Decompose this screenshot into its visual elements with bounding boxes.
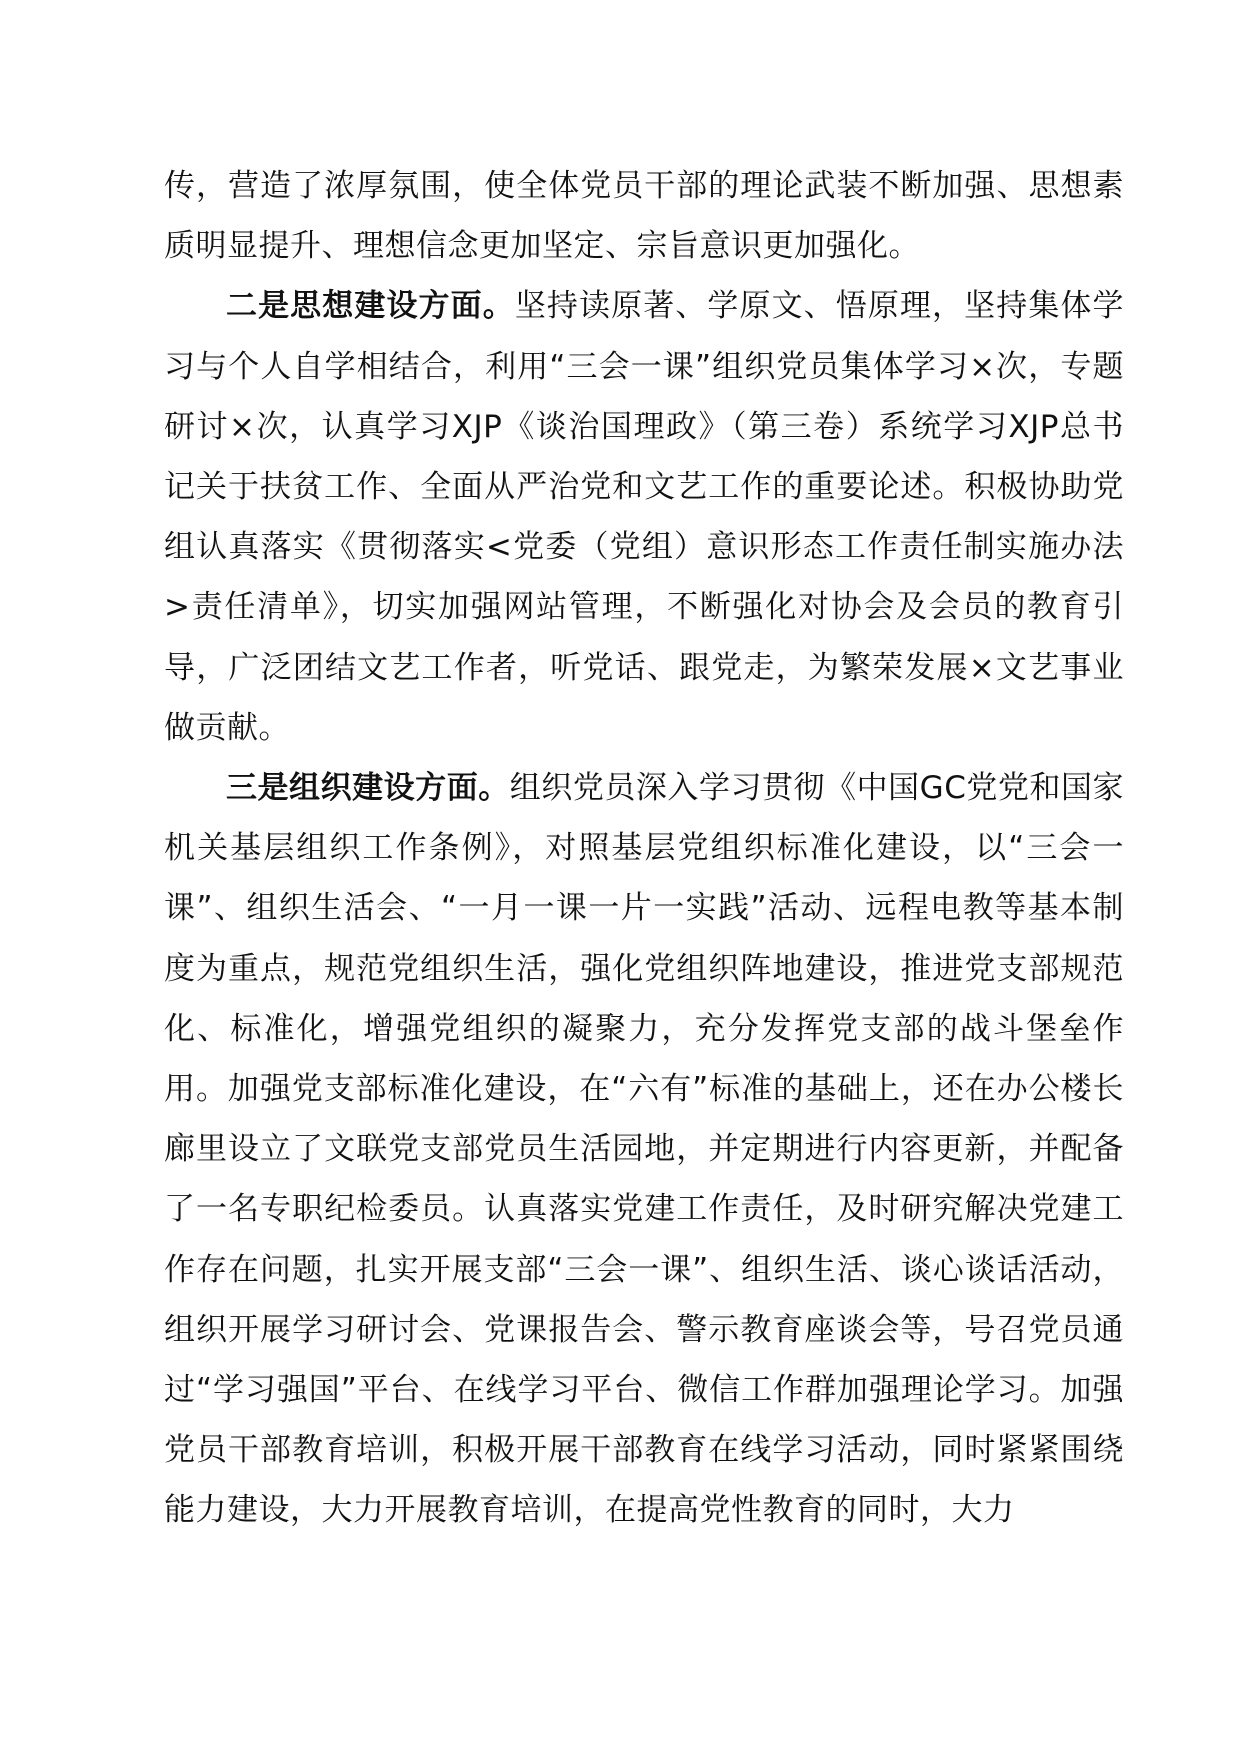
paragraph-lead-heading: 三是组织建设方面。	[226, 770, 510, 807]
paragraph-continuation	[164, 156, 1124, 276]
paragraph-lead-heading: 二是思想建设方面。	[226, 288, 515, 325]
document-body	[164, 156, 1124, 1541]
paragraph-ideological-building	[164, 276, 1124, 758]
paragraph-text: 传，营造了浓厚氛围，使全体党员干部的理论武装不断加强、思想素质明显提升、理想信念更加坚定、宗旨意识更加强化。	[164, 168, 1124, 265]
paragraph-organizational-building	[164, 758, 1124, 1541]
paragraph-text: 组织党员深入学习贯彻《中国GC党党和国家机关基层组织工作条例》，对照基层党组织标准化建设，以“三会一课”、组织生活会、“一月一课一片一实践”活动、远程电教等基本制度为重点，规范党组织生活，强化党组织阵地建设，推进党支部规范化、标准化，增强党组织的凝聚力，充分发挥党支部的战斗堡垒作用。加强党支部标准化建设，在“六有”标准的基础上，还在办公楼长廊里设立了文联党支部党员生活园地，并定期进行内容更新，并配备了一名专职纪检委员。认真落实党建工作责任，及时研究解决党建工作存在问题，扎实开展支部“三会一课”、组织生活、谈心谈话活动，组织开展学习研讨会、党课报告会、警示教育座谈会等，号召党员通过“学习强国”平台、在线学习平台、微信工作群加强理论学习。加强党员干部教育培训，积极开展干部教育在线学习活动，同时紧紧围绕能力建设，大力开展教育培训，在提高党性教育的同时，大力	[164, 770, 1124, 1529]
paragraph-text: 坚持读原著、学原文、悟原理，坚持集体学习与个人自学相结合，利用“三会一课”组织党员集体学习×次，专题研讨×次，认真学习XJP《谈治国理政》（第三卷）系统学习XJP总书记关于扶贫工作、全面从严治党和文艺工作的重要论述。积极协助党组认真落实《贯彻落实<党委（党组）意识形态工作责任制实施办法>责任清单》，切实加强网站管理，不断强化对协会及会员的教育引导，广泛团结文艺工作者，听党话、跟党走，为繁荣发展×文艺事业做贡献。	[164, 288, 1125, 746]
